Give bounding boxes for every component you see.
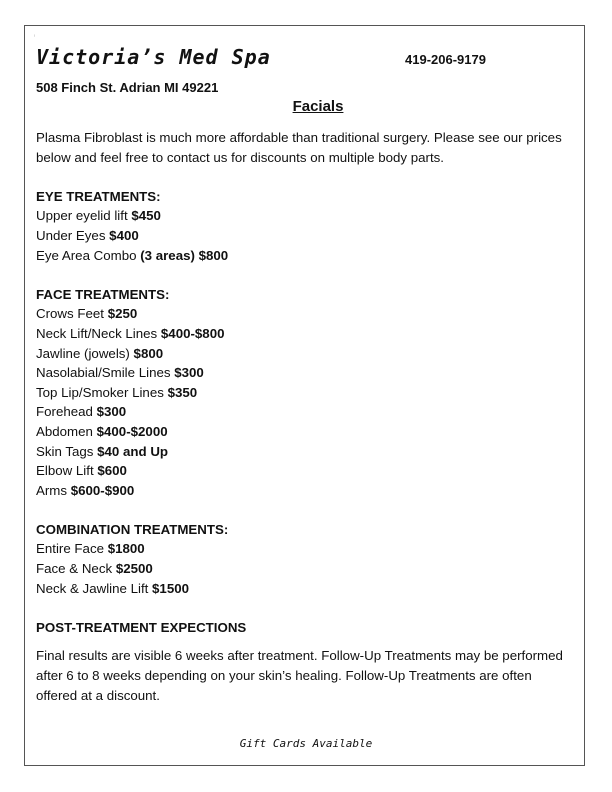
phone-number: 419-206-9179 xyxy=(405,52,486,67)
item-name: Entire Face xyxy=(36,541,108,557)
item-name: Crows Feet xyxy=(36,306,108,322)
eye-section xyxy=(36,187,576,265)
intro-paragraph: Plasma Fibroblast is much more affordable than traditional surgery. Please see our prices below and feel free to contact us for discounts on multiple body parts. xyxy=(36,130,562,165)
list-item xyxy=(36,246,576,266)
list-item xyxy=(36,422,576,442)
item-price: $400 xyxy=(109,227,139,243)
item-price: $800 xyxy=(133,345,164,361)
eye-section-title: EYE TREATMENTS: xyxy=(36,188,161,204)
item-price: $300 xyxy=(174,365,204,381)
list-item xyxy=(36,324,576,344)
item-name: Forehead xyxy=(36,404,97,420)
list-item xyxy=(36,402,576,422)
footer-note: Gift Cards Available xyxy=(239,737,373,750)
item-name: Abdomen xyxy=(36,423,97,439)
item-price: $40 and Up xyxy=(97,443,169,459)
item-name: Top Lip/Smoker Lines xyxy=(36,384,168,400)
item-price: $1500 xyxy=(152,580,190,596)
item-price: $250 xyxy=(107,306,138,322)
page-title-wrap xyxy=(0,98,612,115)
item-name: Jawline (jowels) xyxy=(36,345,134,361)
item-name: Skin Tags xyxy=(36,443,98,459)
face-section-title: FACE TREATMENTS: xyxy=(36,286,170,302)
post-paragraph: Final results are visible 6 weeks after treatment. Follow-Up Treatments may be performed after 6 to 8 weeks depending on your skin’s healing. Follow-Up Treatments are often offered at a discount. xyxy=(36,648,563,703)
list-item xyxy=(36,539,576,559)
list-item xyxy=(36,481,576,501)
page-title: Facials xyxy=(292,98,344,115)
content xyxy=(36,128,576,705)
item-price: $600-$900 xyxy=(70,482,135,498)
spa-name: Victoria’s Med Spa xyxy=(36,45,271,69)
post-section xyxy=(36,618,576,705)
item-price: $1800 xyxy=(107,541,145,557)
item-name: Upper eyelid lift xyxy=(36,208,132,224)
face-section xyxy=(36,285,576,501)
list-item xyxy=(36,579,576,599)
item-name: Under Eyes xyxy=(36,227,110,243)
combo-section xyxy=(36,520,576,598)
item-price: $300 xyxy=(96,404,127,420)
item-name: Nasolabial/Smile Lines xyxy=(36,365,175,381)
item-price: $400-$800 xyxy=(160,325,225,341)
corner-mark: ! xyxy=(34,33,36,38)
post-section-title: POST-TREATMENT EXPECTIONS xyxy=(36,619,247,635)
list-item xyxy=(36,206,576,226)
item-price: $600 xyxy=(97,463,127,479)
list-item xyxy=(36,559,576,579)
item-name: Face & Neck xyxy=(36,561,116,577)
item-price: $350 xyxy=(167,384,198,400)
list-item xyxy=(36,442,576,462)
item-name: Neck Lift/Neck Lines xyxy=(36,325,161,341)
combo-section-title: COMBINATION TREATMENTS: xyxy=(36,521,229,537)
item-name: Arms xyxy=(36,482,71,498)
item-price: (3 areas) $800 xyxy=(140,247,229,263)
item-name: Neck & Jawline Lift xyxy=(36,580,153,596)
item-price: $400-$2000 xyxy=(96,423,168,439)
list-item xyxy=(36,363,576,383)
list-item xyxy=(36,461,576,481)
list-item xyxy=(36,383,576,403)
item-price: $450 xyxy=(131,208,161,224)
item-name: Eye Area Combo xyxy=(36,247,141,263)
item-name: Elbow Lift xyxy=(36,463,98,479)
address: 508 Finch St. Adrian MI 49221 xyxy=(36,80,219,95)
list-item xyxy=(36,304,576,324)
list-item xyxy=(36,344,576,364)
item-price: $2500 xyxy=(115,561,153,577)
list-item xyxy=(36,226,576,246)
